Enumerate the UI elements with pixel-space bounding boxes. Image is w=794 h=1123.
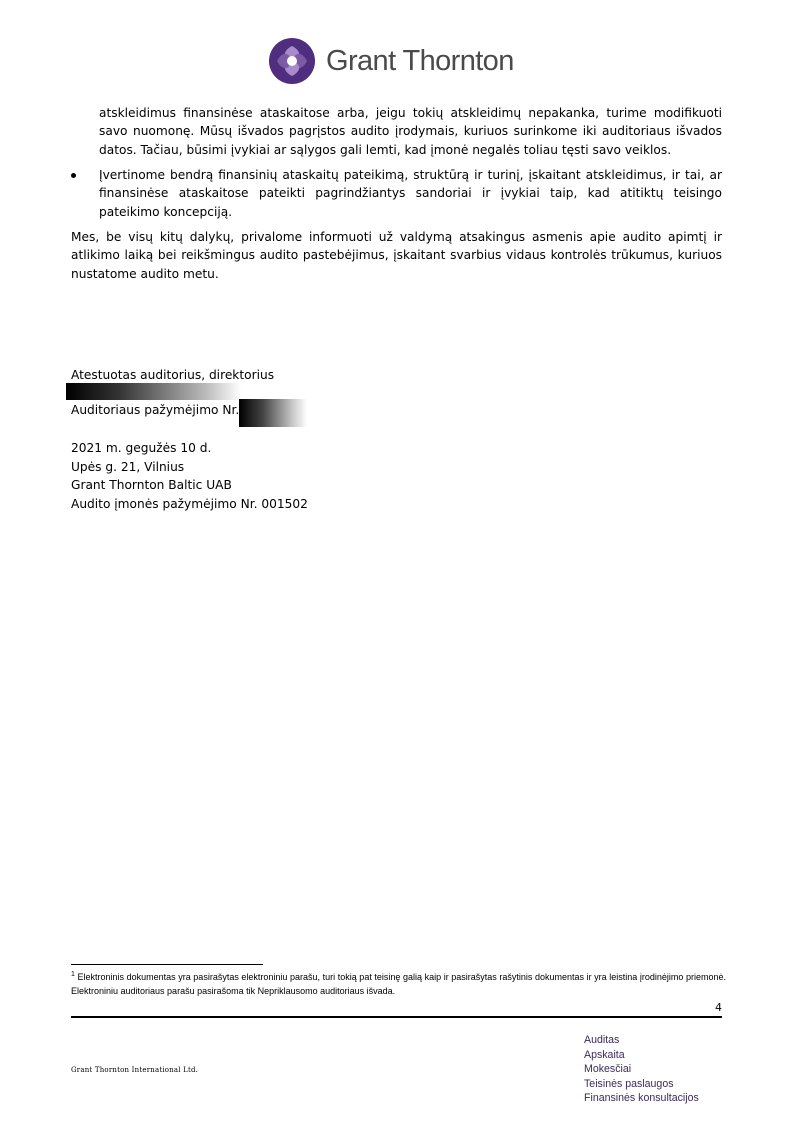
company-name: Grant Thornton Baltic UAB (71, 478, 232, 492)
redaction-name (66, 383, 241, 400)
firm-certificate: Audito įmonės pažymėjimo Nr. 001502 (71, 496, 308, 511)
service-item: Apskaita (584, 1048, 625, 1061)
bullet-item (71, 166, 722, 221)
auditor-certificate-label: Auditoriaus pažymėjimo Nr. (71, 403, 240, 417)
bullet-text: Įvertinome bendrą finansinių ataskaitų pateikimą, struktūrą ir turinį, įskaitant atskleidimus, ir tai, ar finansinėse ataskaitose pateikti pagrindžiantys sandoriai ir įvykiai taip, kad atitiktų teisingo pateikimo koncepciją. (99, 168, 722, 219)
grant-thornton-logo-icon (268, 37, 316, 85)
redaction-certificate-number (239, 399, 307, 427)
service-item: Mokesčiai (584, 1063, 632, 1076)
international-label: Grant Thornton International Ltd. (71, 1066, 199, 1074)
address-block (71, 439, 308, 513)
footer-rule (71, 1016, 722, 1018)
brand-name: Grant Thornton (326, 44, 514, 77)
paragraph-continuation: atskleidimus finansinėse ataskaitose arba, jeigu tokių atskleidimų nepakanka, turime modifikuoti savo nuomonę. Mūsų išvados pagrįstos audito įrodymais, kuriuos surinkome iki auditoriaus išvados datos. Tačiau, būsimi įvykiai ar sąlygos gali lemti, kad įmonė negalės toliau tęsti savo veiklos. (99, 106, 722, 157)
page-number: 4 (715, 1001, 722, 1014)
company-logo (268, 38, 514, 84)
service-item: Finansinės konsultacijos (584, 1092, 699, 1105)
footnote-text: Elektroninis dokumentas yra pasirašytas elektroniniu parašu, turi tokią pat teisinę galią kaip ir pasirašytas rašytinis dokumentas ir yra leistina įrodinėjimo priemonė. Elektroniniu auditoriaus parašu pasirašoma tik Nepriklausomo auditoriaus išvada. (71, 972, 726, 996)
auditor-title: Atestuotas auditorius, direktorius (71, 368, 275, 382)
street-address: Upės g. 21, Vilnius (71, 459, 185, 474)
service-item: Teisinės paslaugos (584, 1077, 674, 1090)
footnote (71, 968, 726, 998)
paragraph-mes: Mes, be visų kitų dalykų, privalome informuoti už valdymą atsakingus asmenis apie audito apimtį ir atlikimo laiką bei reikšmingus audito pastebėjimus, įskaitant svarbius vidaus kontrolės trūkumus, kuriuos nustatome audito metu. (71, 230, 722, 281)
bullet-icon (71, 173, 76, 178)
footnote-marker: 1 (71, 971, 75, 978)
footnote-rule (71, 964, 263, 965)
services-list (584, 1033, 699, 1106)
report-date: 2021 m. gegužės 10 d. (71, 441, 212, 455)
service-item: Auditas (584, 1034, 620, 1046)
